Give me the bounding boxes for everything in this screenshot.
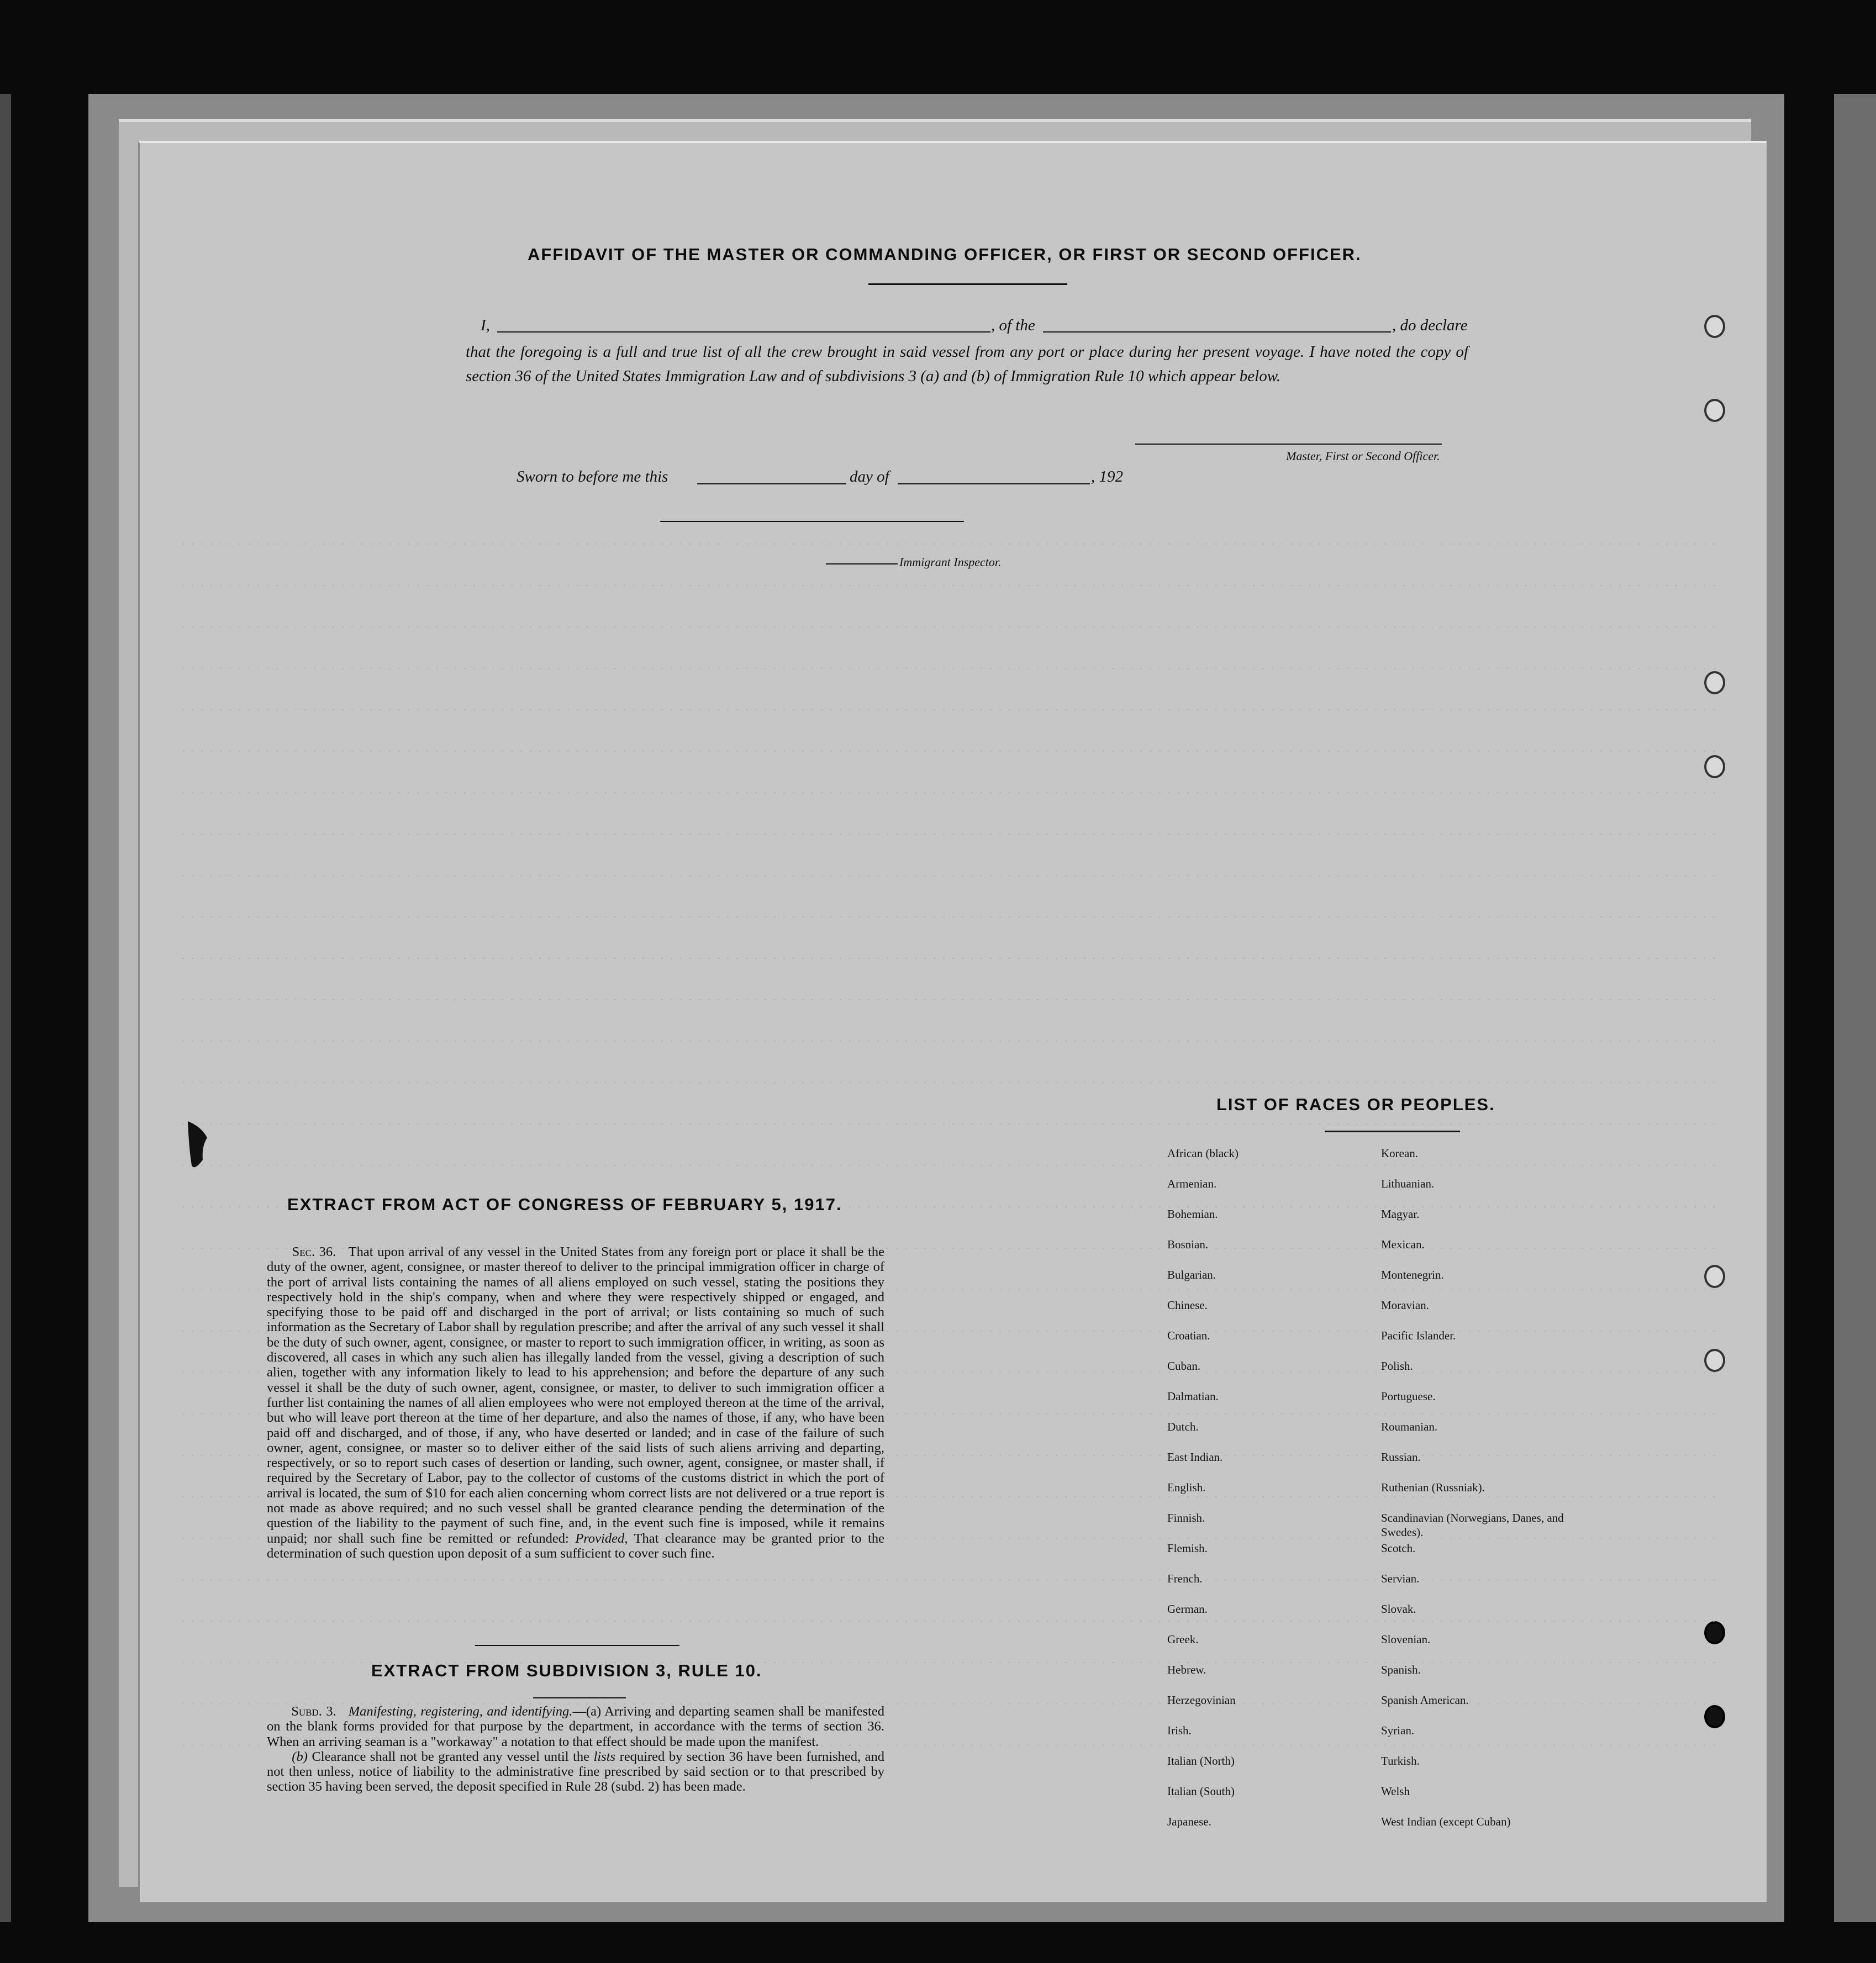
para-b-lists: lists bbox=[593, 1749, 616, 1764]
race-item: Montenegrin. bbox=[1381, 1268, 1444, 1281]
name-blank bbox=[497, 331, 990, 333]
day-blank bbox=[697, 483, 846, 484]
race-item: Pacific Islander. bbox=[1381, 1329, 1456, 1342]
race-item: East Indian. bbox=[1167, 1450, 1223, 1464]
affidavit-title: AFFIDAVIT OF THE MASTER OR COMMANDING OFFICER, OR FIRST OR SECOND OFFICER. bbox=[528, 245, 1362, 264]
race-item: Dalmatian. bbox=[1167, 1390, 1219, 1403]
race-item: Moravian. bbox=[1381, 1299, 1429, 1312]
race-item: German. bbox=[1167, 1602, 1208, 1616]
section-label: Sec. 36. bbox=[292, 1244, 336, 1259]
inspector-label: Immigrant Inspector. bbox=[899, 555, 1002, 569]
race-item: Bohemian. bbox=[1167, 1207, 1218, 1221]
day-of-text: day of bbox=[850, 468, 889, 486]
inspector-blank bbox=[826, 563, 898, 564]
race-item: Welsh bbox=[1381, 1785, 1410, 1798]
races-right-column bbox=[1381, 1146, 1569, 1845]
race-item: Polish. bbox=[1381, 1359, 1413, 1373]
affidavit-of-the: , of the bbox=[991, 316, 1035, 334]
race-item: Spanish. bbox=[1381, 1663, 1421, 1676]
para-b-label: (b) bbox=[292, 1749, 308, 1764]
vessel-blank bbox=[1043, 331, 1391, 333]
race-item: Korean. bbox=[1381, 1147, 1419, 1160]
para-b-post: required by section 36 have been furnished, and not then unless, notice of liability to the administrative fine prescribed by said section or to that prescribed by section 35 having been served, the deposit specified in Rule 28 (subd. 2) has been made. bbox=[267, 1749, 885, 1795]
subd-heading: Manifesting, registering, and identifying. bbox=[348, 1704, 573, 1719]
race-item: Cuban. bbox=[1167, 1359, 1201, 1373]
inspector-line bbox=[660, 521, 964, 522]
race-item: Flemish. bbox=[1167, 1542, 1208, 1555]
affidavit-body: that the foregoing is a full and true list of all the crew brought in said vessel from any port or place during her present voyage. I have noted the copy of section 36 of the United States Immigration Law and of subdivisions 3 (a) and (b) of Immigration Rule 10 which appear below. bbox=[466, 343, 1468, 385]
sworn-text: Sworn to before me this bbox=[517, 468, 668, 486]
race-item: Syrian. bbox=[1381, 1724, 1415, 1737]
year-text: , 192 bbox=[1091, 468, 1123, 486]
race-item: Finnish. bbox=[1167, 1511, 1205, 1524]
para-a: —(a) Arriving and departing seamen shall be manifested on the blank forms provided for that purpose by the department, in accordance with the terms of section 36. When an arriving seaman is a "workaway" a notation to that effect should be made upon the manifest. bbox=[267, 1704, 884, 1749]
race-item: Portuguese. bbox=[1381, 1390, 1436, 1403]
race-item: Scotch. bbox=[1381, 1542, 1416, 1555]
race-item: Croatian. bbox=[1167, 1329, 1210, 1342]
race-item: Slovenian. bbox=[1381, 1633, 1431, 1646]
rule-extract-body bbox=[267, 1704, 884, 1795]
race-item: Roumanian. bbox=[1381, 1420, 1438, 1433]
act-extract-body bbox=[267, 1244, 884, 1561]
race-item: Scandinavian (Norwegians, Danes, and Swedes). bbox=[1381, 1511, 1564, 1539]
race-item: Greek. bbox=[1167, 1633, 1199, 1646]
race-item: Irish. bbox=[1167, 1724, 1192, 1737]
race-item: Japanese. bbox=[1167, 1815, 1211, 1828]
races-left-column bbox=[1167, 1146, 1361, 1845]
race-item: Hebrew. bbox=[1167, 1663, 1206, 1676]
race-item: Dutch. bbox=[1167, 1420, 1199, 1433]
signature-line bbox=[1135, 444, 1442, 445]
affidavit-declare: , do declare bbox=[1392, 316, 1468, 334]
subd-label: Subd. 3. bbox=[291, 1704, 336, 1719]
act-extract-title: EXTRACT FROM ACT OF CONGRESS OF FEBRUARY 5, 1917. bbox=[287, 1195, 842, 1214]
race-item: Bulgarian. bbox=[1167, 1268, 1216, 1281]
race-item: Bosnian. bbox=[1167, 1238, 1209, 1251]
race-item: Slovak. bbox=[1381, 1602, 1416, 1616]
races-title-underline bbox=[1325, 1131, 1460, 1132]
race-item: Herzegovinian bbox=[1167, 1693, 1236, 1707]
race-item: Mexican. bbox=[1381, 1238, 1425, 1251]
race-item: French. bbox=[1167, 1572, 1203, 1585]
section-text: That upon arrival of any vessel in the United States from any foreign port or place it shall be the duty of the owner, agent, consignee, or master thereof to deliver to the principal immigration officer in charge of the port of arrival lists containing the names of all aliens employed on such vessel, stating the positions they respectively hold in the ship's company, when and where they were respectively shipped or engaged, and specifying those to be paid off and discharged in the port of arrival; or lists containing so much of such information as the Secretary of Labor shall by regulation prescribe; and after the arrival of any such vessel it shall be the duty of such owner, agent, consignee, or master to report to such immigration officer, in writing, as soon as discovered, all cases in which any such alien has illegally landed from the vessel, giving a description of such alien, together with any information likely to lead to his apprehension; and before the departure of any such vessel it shall be the duty of such owner, agent, consignee, or master, to deliver to such immigration officer a further list containing the names of all alien employees who were not employed thereon at the time of the arrival, but who will leave port thereon at the time of her departure, and also the names of those, if any, who have been paid off and discharged, and of those, if any, who have deserted or landed; and in case of the failure of such owner, agent, consignee, or master so to deliver either of the said lists of such aliens arriving and departing, respectively, or so to report such cases of desertion or landing, such owner, agent, consignee, or master shall, if required by the Secretary of Labor, pay to the collector of customs of the customs district in which the port of arrival is located, the sum of $10 for each alien concerning whom correct lists are not delivered or a true report is not made as above required; and no such vessel shall be granted clearance pending the determination of the question of the liability to the payment of such fine, and, in the event such fine is imposed, while it remains unpaid; nor shall such fine be remitted or refunded: bbox=[267, 1244, 884, 1546]
race-item: Russian. bbox=[1381, 1450, 1421, 1464]
rule-extract-title: EXTRACT FROM SUBDIVISION 3, RULE 10. bbox=[371, 1661, 762, 1680]
race-item: Italian (North) bbox=[1167, 1754, 1235, 1767]
race-item: Servian. bbox=[1381, 1572, 1420, 1585]
proviso-text: That clearance may be granted prior to the determination of such question upon deposit of a sum sufficient to cover such fine. bbox=[267, 1531, 885, 1561]
race-item: Turkish. bbox=[1381, 1754, 1420, 1767]
race-item: Italian (South) bbox=[1167, 1785, 1235, 1798]
title-rule bbox=[868, 283, 1067, 285]
race-item: Magyar. bbox=[1381, 1207, 1420, 1221]
race-item: Spanish American. bbox=[1381, 1693, 1469, 1707]
race-item: English. bbox=[1167, 1481, 1206, 1494]
month-blank bbox=[898, 483, 1090, 484]
rule-title-underline bbox=[533, 1697, 626, 1698]
affidavit-i: I, bbox=[481, 316, 490, 334]
race-item: Chinese. bbox=[1167, 1299, 1208, 1312]
ink-blot bbox=[188, 1121, 207, 1167]
para-b-pre: Clearance shall not be granted any vessel until the bbox=[312, 1749, 590, 1764]
race-item: Ruthenian (Russniak). bbox=[1381, 1481, 1485, 1494]
race-item: Armenian. bbox=[1167, 1177, 1217, 1190]
proviso-label: Provided, bbox=[575, 1531, 628, 1546]
race-item: West Indian (except Cuban) bbox=[1381, 1815, 1511, 1828]
races-title: LIST OF RACES OR PEOPLES. bbox=[1216, 1095, 1495, 1114]
race-item: African (black) bbox=[1167, 1147, 1239, 1160]
section-divider bbox=[475, 1645, 679, 1646]
signature-label: Master, First or Second Officer. bbox=[1286, 449, 1440, 463]
race-item: Lithuanian. bbox=[1381, 1177, 1435, 1190]
